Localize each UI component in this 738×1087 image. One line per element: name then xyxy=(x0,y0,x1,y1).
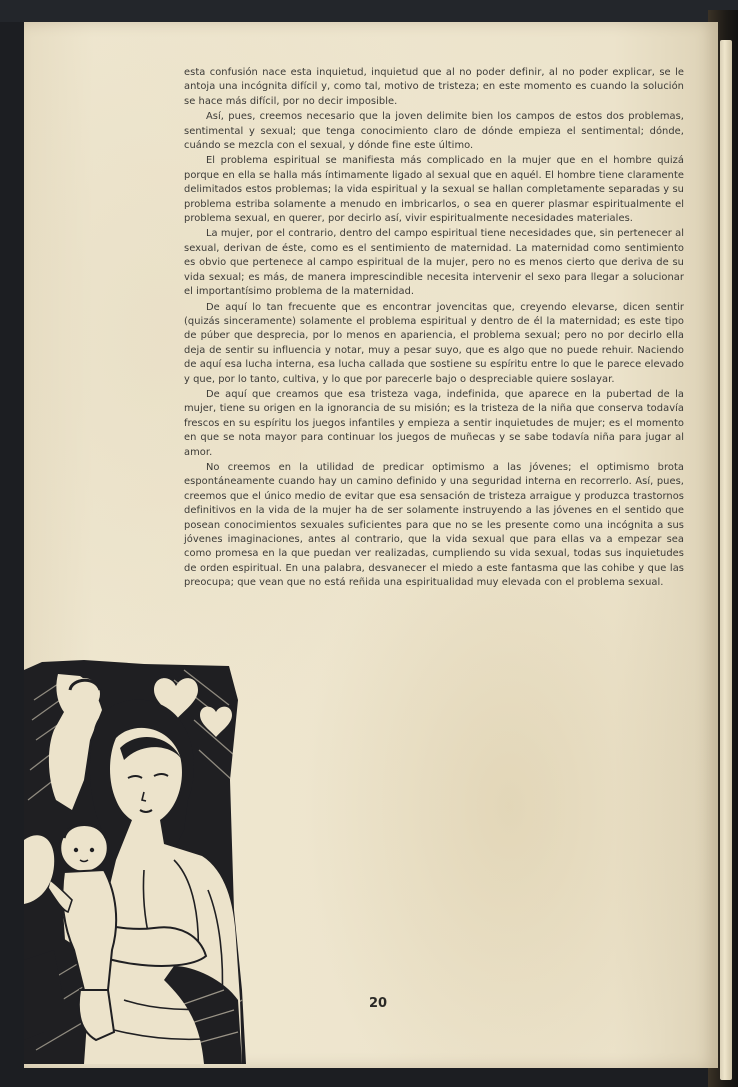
spine-page-edge xyxy=(720,40,732,1080)
woodcut-illustration-mother-with-doll xyxy=(24,660,246,1064)
scan-top-strip xyxy=(0,0,738,22)
paragraph-3: El problema espiritual se manifiesta más complicado en la mujer que en el hombre quizá porque en ella se halla más íntimamente ligado al sexual que en aquél. El hombre tiene claramente delimitados estos problemas; la vida espiritual y la sexual se hallan completamente separadas y su problema estriba solamente a menudo en imbricarlos, o sea en querer plasmar espiritualmente el problema sexual, en querer, por decirlo así, vivir espiritualmente necesidades materiales. xyxy=(184,155,684,225)
paragraph-6: De aquí que creamos que esa tristeza vaga, indefinida, que aparece en la pubertad de la mujer, tiene su origen en la ignorancia de su misión; es la tristeza de la niña que conserva todavía frescos en su espíritu los juegos infantiles y empieza a sentir inquietudes de mujer; es el momento en que se nota mayor para continuar los juegos de muñecas y se sabe todavía niña para jugar al amor. xyxy=(184,388,684,458)
page-number: 20 xyxy=(368,996,388,1011)
paragraph-2: Así, pues, creemos necesario que la joven delimite bien los campos de estos dos problemas, sentimental y sexual; que tenga conocimiento claro de dónde empieza el sentimental; dónde, cuándo se mezcla con el sexual, y dónde fine este último. xyxy=(184,111,684,152)
paragraph-1: esta confusión nace esta inquietud, inquietud que al no poder definir, al no poder explicar, se le antoja una incógnita difícil y, como tal, motivo de tristeza; en este momento es cuando la solución se hace más difícil, por no decir imposible. xyxy=(184,67,684,107)
body-text xyxy=(184,66,684,592)
paragraph-4: La mujer, por el contrario, dentro del campo espiritual tiene necesidades que, sin pertenecer al sexual, derivan de éste, como es el sentimiento de maternidad. La maternidad como sentimiento es obvio que pertenece al campo espiritual de la mujer, pero no es menos cierto que deriva de su vida sexual; es más, de manera imprescindible necesita intervenir el sexo para llegar a solucionar el importantísimo problema de la maternidad. xyxy=(184,228,684,298)
paragraph-5: De aquí lo tan frecuente que es encontrar jovencitas que, creyendo elevarse, dicen sentir (quizás sinceramente) solamente el problema espiritual y dentro de él la maternidad; es este tipo de púber que desprecia, por lo menos en apariencia, el problema sexual; pero no por decirlo ella deja de sentir su influencia y notar, muy a pesar suyo, que es algo que no puede rehuir. Naciendo de aquí esa lucha interna, esa lucha callada que sostiene su espíritu entre lo que le parece elevado y que, por lo tanto, cultiva, y lo que por parecerle bajo o despreciable quiere soslayar. xyxy=(184,301,684,385)
paragraph-7: No creemos en la utilidad de predicar optimismo a las jóvenes; el optimismo brota espontáneamente cuando hay un camino definido y una seguridad interna en recorrerlo. Así, pues, creemos que el único medio de evitar que esa sensación de tristeza arraigue y produzca trastornos definitivos en la vida de la mujer ha de ser solamente instruyendo a las jóvenes en el sentido que posean conocimientos sexuales suficientes para que no se les presente como una incógnita a sus jóvenes imaginaciones, antes al contrario, que la vida sexual que para ellas va a empezar sea como promesa en la que puedan ver realizadas, cumpliendo su vida sexual, todas sus inquietudes de orden espiritual. En una palabra, desvanecer el miedo a este fantasma que las cohibe y que las preocupa; que vean que no está reñida una espiritualidad muy elevada con el problema sexual. xyxy=(184,461,684,589)
